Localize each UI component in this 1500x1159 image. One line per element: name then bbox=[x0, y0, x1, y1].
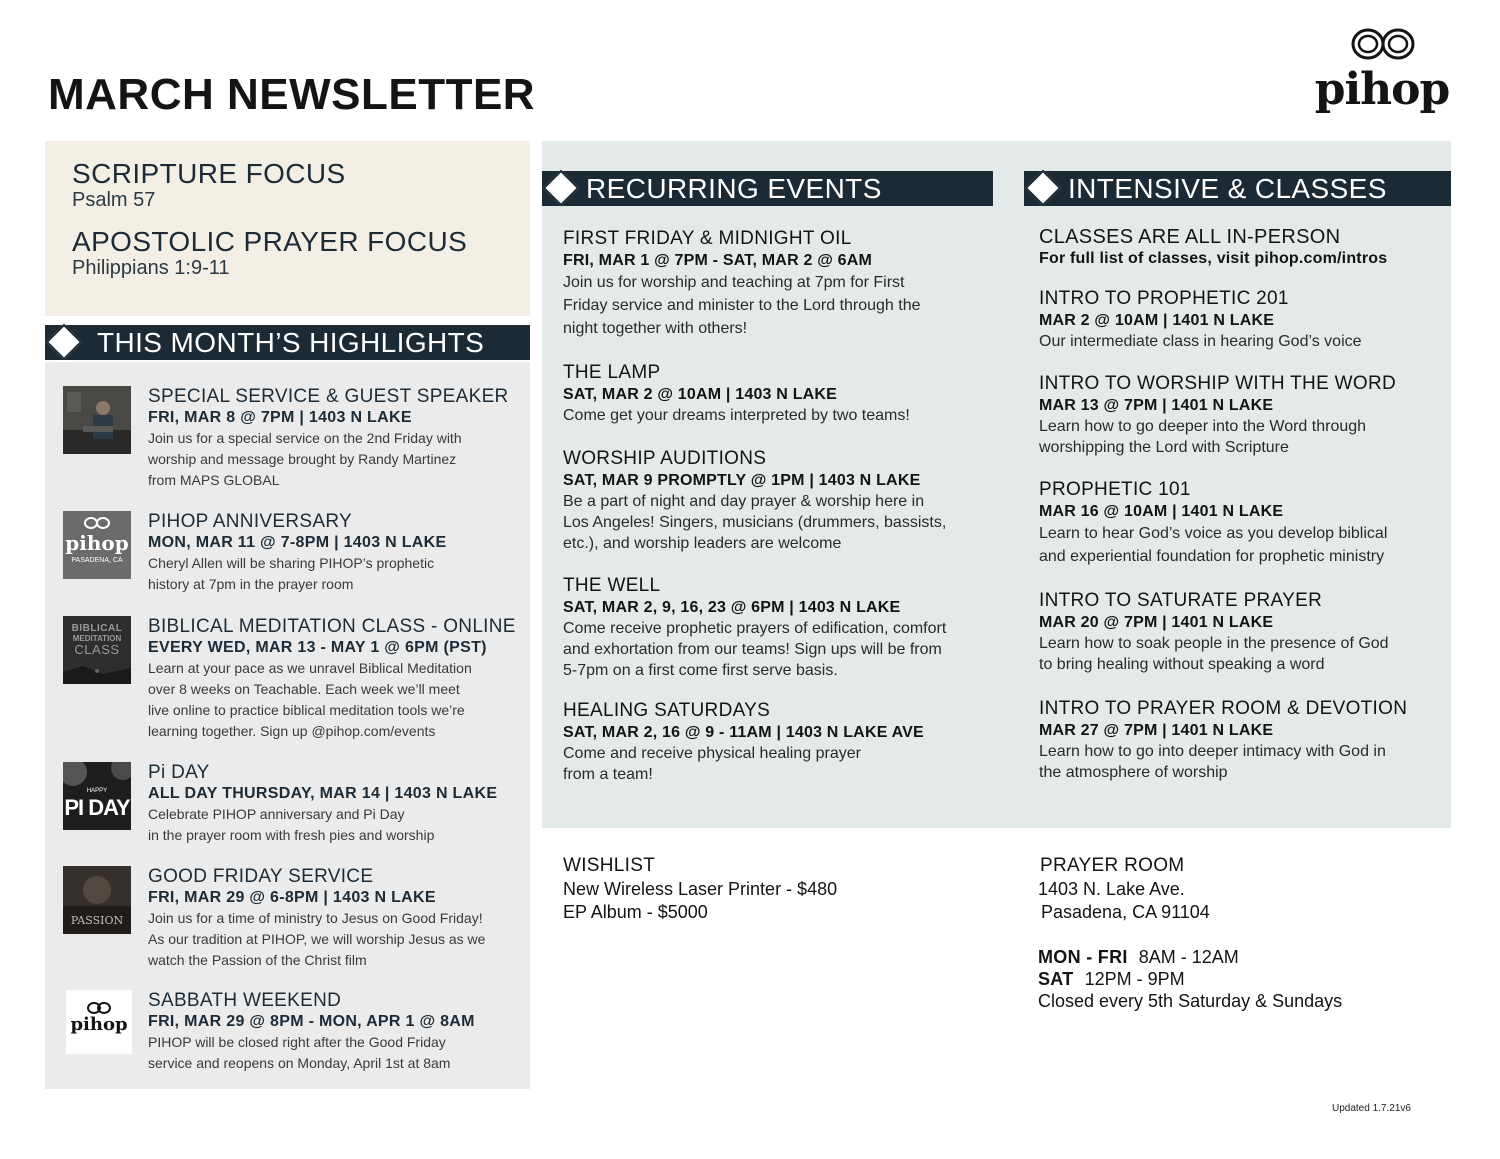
highlights-panel bbox=[45, 362, 530, 1089]
event-desc-line: night together with others! bbox=[563, 320, 748, 337]
class-when: MAR 16 @ 10AM | 1401 N LAKE bbox=[1039, 503, 1284, 520]
event-desc-line: Come get your dreams interpreted by two teams! bbox=[563, 407, 910, 424]
scripture-focus-heading: SCRIPTURE FOCUS bbox=[72, 158, 346, 189]
class-title: INTRO TO WORSHIP WITH THE WORD bbox=[1039, 373, 1396, 394]
event-title: THE LAMP bbox=[563, 362, 661, 383]
event-title: FIRST FRIDAY & MIDNIGHT OIL bbox=[563, 228, 852, 249]
event-desc-line: Come and receive physical healing prayer bbox=[563, 745, 861, 762]
thumb-wordmark: pihop bbox=[65, 531, 129, 555]
event-title: WORSHIP AUDITIONS bbox=[563, 448, 767, 469]
highlight-desc-line: in the prayer room with fresh pies and worship bbox=[148, 827, 435, 843]
class-desc-line: the atmosphere of worship bbox=[1039, 764, 1228, 781]
class-desc-line: to bring healing without speaking a word bbox=[1039, 656, 1325, 673]
event-title: HEALING SATURDAYS bbox=[563, 700, 771, 721]
recurring-heading: RECURRING EVENTS bbox=[586, 173, 882, 204]
infinity-logo-icon bbox=[1350, 26, 1416, 62]
pihop-logo bbox=[1312, 24, 1452, 120]
event-desc-line: Los Angeles! Singers, musicians (drummers, bassists, bbox=[563, 514, 947, 531]
event-desc-line: etc.), and worship leaders are welcome bbox=[563, 535, 842, 552]
class-desc-line: Learn how to go into deeper intimacy with God in bbox=[1039, 743, 1386, 760]
prayer-focus-ref: Philippians 1:9-11 bbox=[72, 257, 230, 279]
highlight-desc-line: worship and message brought by Randy Martinez bbox=[148, 451, 457, 467]
wishlist-title: WISHLIST bbox=[563, 855, 656, 876]
event-item bbox=[563, 228, 1013, 340]
highlight-desc-line: learning together. Sign up @pihop.com/events bbox=[148, 723, 436, 739]
classes-intro bbox=[1039, 226, 1444, 269]
class-title: INTRO TO PROPHETIC 201 bbox=[1039, 288, 1289, 309]
highlight-text bbox=[148, 511, 528, 595]
recurring-banner bbox=[542, 171, 993, 206]
event-desc-line: Friday service and minister to the Lord through the bbox=[563, 297, 921, 314]
thumb-big-text: PI DAY bbox=[64, 795, 130, 820]
class-when: MAR 27 @ 7PM | 1401 N LAKE bbox=[1039, 722, 1274, 739]
class-desc-line: Learn how to soak people in the presence of God bbox=[1039, 635, 1389, 652]
highlight-desc-line: As our tradition at PIHOP, we will worship Jesus as we bbox=[148, 931, 486, 947]
class-desc-line: and experiential foundation for prophetic ministry bbox=[1039, 548, 1385, 565]
highlight-desc-line: Cheryl Allen will be sharing PIHOP’s prophetic bbox=[148, 555, 435, 571]
hours-day: SAT bbox=[1038, 969, 1074, 989]
event-title: THE WELL bbox=[563, 575, 661, 596]
event-when: SAT, MAR 2 @ 10AM | 1403 N LAKE bbox=[563, 386, 838, 403]
highlight-text bbox=[148, 866, 528, 971]
prayer-room-address: 1403 N. Lake Ave. bbox=[1038, 879, 1185, 899]
highlight-text bbox=[148, 990, 528, 1074]
hours-row bbox=[1038, 946, 1458, 968]
event-when: SAT, MAR 2, 9, 16, 23 @ 6PM | 1403 N LAKE bbox=[563, 599, 901, 616]
diamond-icon bbox=[1025, 170, 1062, 207]
highlight-desc-line: watch the Passion of the Christ film bbox=[148, 952, 367, 968]
scripture-focus-ref: Psalm 57 bbox=[72, 189, 156, 211]
event-item bbox=[563, 575, 1013, 681]
speaker-photo-thumbnail bbox=[63, 386, 131, 454]
highlight-desc-line: history at 7pm in the prayer room bbox=[148, 576, 354, 592]
highlight-desc-line: Learn at your pace as we unravel Biblical Meditation bbox=[148, 660, 472, 676]
highlight-desc-line: Join us for a special service on the 2nd Friday with bbox=[148, 430, 462, 446]
highlight-when: MON, MAR 11 @ 7-8PM | 1403 N LAKE bbox=[148, 534, 447, 551]
class-desc-line: Learn how to go deeper into the Word through bbox=[1039, 418, 1367, 435]
highlight-title: Pi DAY bbox=[148, 762, 210, 783]
prayer-room-block bbox=[1038, 855, 1458, 1012]
diamond-icon bbox=[46, 324, 83, 361]
highlight-desc-line: Celebrate PIHOP anniversary and Pi Day bbox=[148, 806, 405, 822]
passion-film-thumbnail bbox=[63, 866, 131, 934]
highlight-when: EVERY WED, MAR 13 - MAY 1 @ 6PM (PST) bbox=[148, 639, 487, 656]
classes-intro-note: For full list of classes, visit pihop.com/intros bbox=[1039, 250, 1388, 267]
event-when: SAT, MAR 2, 16 @ 9 - 11AM | 1403 N LAKE AVE bbox=[563, 724, 924, 741]
event-item bbox=[563, 700, 1013, 785]
pihop-anniversary-thumbnail bbox=[63, 511, 131, 579]
classes-banner bbox=[1024, 171, 1451, 206]
event-item bbox=[563, 362, 1013, 427]
highlight-desc-line: from MAPS GLOBAL bbox=[148, 472, 280, 488]
thumb-wordmark: PASSION bbox=[70, 914, 124, 927]
wishlist-block bbox=[563, 855, 983, 923]
class-title: INTRO TO SATURATE PRAYER bbox=[1039, 590, 1323, 611]
thumb-title-line: BIBLICAL bbox=[71, 623, 123, 634]
pi-day-thumbnail bbox=[63, 762, 131, 830]
class-title: PROPHETIC 101 bbox=[1039, 479, 1191, 500]
highlight-desc-line: live online to practice biblical meditation tools we’re bbox=[148, 702, 465, 718]
highlight-desc-line: over 8 weeks on Teachable. Each week we’ll meet bbox=[148, 681, 460, 697]
class-item bbox=[1039, 288, 1444, 352]
highlight-when: FRI, MAR 29 @ 8PM - MON, APR 1 @ 8AM bbox=[148, 1013, 475, 1030]
event-desc-line: from a team! bbox=[563, 766, 653, 783]
event-desc-line: Come receive prophetic prayers of edification, comfort bbox=[563, 620, 947, 637]
highlight-when: FRI, MAR 8 @ 7PM | 1403 N LAKE bbox=[148, 409, 412, 426]
class-desc-line: Learn to hear God’s voice as you develop biblical bbox=[1039, 525, 1388, 542]
highlight-when: ALL DAY THURSDAY, MAR 14 | 1403 N LAKE bbox=[148, 785, 498, 802]
highlight-text bbox=[148, 616, 528, 742]
thumb-wordmark: pihop bbox=[70, 1014, 128, 1035]
class-when: MAR 20 @ 7PM | 1401 N LAKE bbox=[1039, 614, 1274, 631]
speaker-photo-icon bbox=[63, 386, 131, 454]
wishlist-item: EP Album - $5000 bbox=[563, 902, 708, 922]
hours-day: MON - FRI bbox=[1038, 947, 1128, 967]
wishlist-item: New Wireless Laser Printer - $480 bbox=[563, 879, 838, 899]
event-desc-line: Be a part of night and day prayer & worship here in bbox=[563, 493, 925, 510]
classes-intro-title: CLASSES ARE ALL IN-PERSON bbox=[1039, 226, 1341, 248]
highlights-heading: THIS MONTH’S HIGHLIGHTS bbox=[97, 327, 485, 358]
highlight-title: GOOD FRIDAY SERVICE bbox=[148, 866, 374, 887]
hours-time: 12PM - 9PM bbox=[1084, 969, 1185, 989]
class-item bbox=[1039, 479, 1444, 568]
hours-time: 8AM - 12AM bbox=[1138, 947, 1239, 967]
class-when: MAR 13 @ 7PM | 1401 N LAKE bbox=[1039, 397, 1274, 414]
page-title: MARCH NEWSLETTER bbox=[48, 70, 536, 119]
thumb-title-line: CLASS bbox=[74, 642, 120, 657]
highlight-text bbox=[148, 762, 528, 846]
highlight-text bbox=[148, 386, 528, 491]
closed-note: Closed every 5th Saturday & Sundays bbox=[1038, 991, 1343, 1011]
updated-stamp: Updated 1.7.21v6 bbox=[1332, 1103, 1411, 1114]
event-desc-line: and exhortation from our teams! Sign ups will be from bbox=[563, 641, 942, 658]
thumb-small-text: HAPPY bbox=[86, 788, 108, 794]
event-item bbox=[563, 448, 1013, 554]
meditation-class-thumbnail bbox=[63, 616, 131, 684]
classes-heading: INTENSIVE & CLASSES bbox=[1068, 173, 1387, 204]
event-desc-line: 5-7pm on a first come first serve basis. bbox=[563, 662, 838, 679]
highlight-title: BIBLICAL MEDITATION CLASS - ONLINE bbox=[148, 616, 516, 637]
event-desc-line: Join us for worship and teaching at 7pm for First bbox=[563, 274, 905, 291]
class-desc-line: worshipping the Lord with Scripture bbox=[1039, 439, 1289, 456]
highlight-desc-line: service and reopens on Monday, April 1st at 8am bbox=[148, 1055, 451, 1071]
highlight-desc-line: PIHOP will be closed right after the Good Friday bbox=[148, 1034, 446, 1050]
class-when: MAR 2 @ 10AM | 1401 N LAKE bbox=[1039, 312, 1275, 329]
landscape-icon bbox=[63, 660, 131, 684]
prayer-focus-heading: APOSTOLIC PRAYER FOCUS bbox=[72, 226, 468, 257]
highlights-banner bbox=[45, 325, 530, 360]
prayer-room-city: Pasadena, CA 91104 bbox=[1041, 902, 1210, 922]
highlight-desc-line: Join us for a time of ministry to Jesus on Good Friday! bbox=[148, 910, 483, 926]
event-when: SAT, MAR 9 PROMPTLY @ 1PM | 1403 N LAKE bbox=[563, 472, 921, 489]
hours-row bbox=[1038, 968, 1458, 990]
class-item bbox=[1039, 373, 1444, 458]
event-when: FRI, MAR 1 @ 7PM - SAT, MAR 2 @ 6AM bbox=[563, 252, 873, 269]
highlight-title: PIHOP ANNIVERSARY bbox=[148, 511, 352, 532]
prayer-room-title: PRAYER ROOM bbox=[1040, 855, 1185, 876]
class-item bbox=[1039, 590, 1444, 675]
thumb-title-line: MEDITATION bbox=[72, 634, 122, 643]
focus-panel bbox=[45, 141, 530, 316]
class-desc-line: Our intermediate class in hearing God’s voice bbox=[1039, 333, 1362, 350]
highlight-title: SPECIAL SERVICE & GUEST SPEAKER bbox=[148, 386, 509, 407]
diamond-icon bbox=[543, 170, 580, 207]
thumb-subtext: PASADENA, CA bbox=[71, 557, 123, 564]
logo-wordmark: pihop bbox=[1314, 64, 1450, 115]
pihop-logo-thumbnail bbox=[66, 990, 132, 1054]
highlight-when: FRI, MAR 29 @ 6-8PM | 1403 N LAKE bbox=[148, 889, 436, 906]
highlight-title: SABBATH WEEKEND bbox=[148, 990, 342, 1011]
class-item bbox=[1039, 698, 1444, 783]
class-title: INTRO TO PRAYER ROOM & DEVOTION bbox=[1039, 698, 1408, 719]
